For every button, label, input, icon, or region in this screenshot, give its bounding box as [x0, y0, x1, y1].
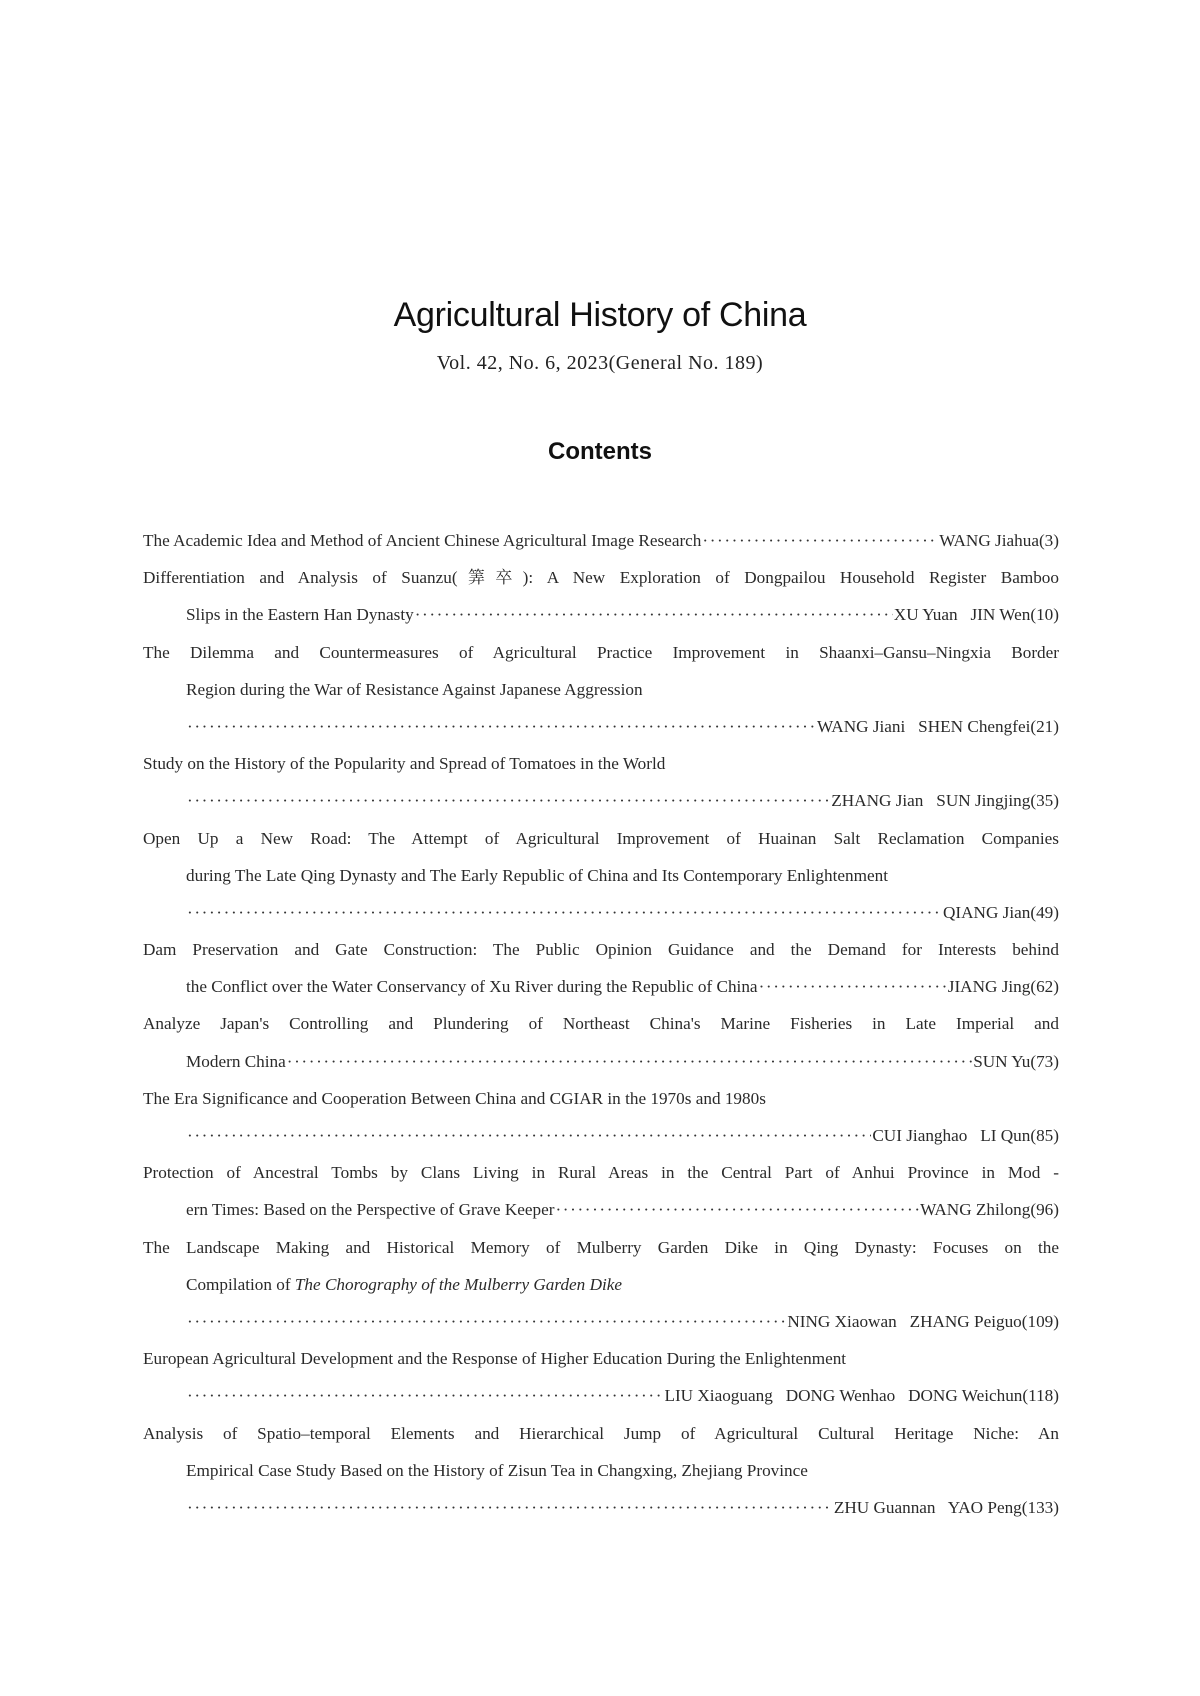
- entry-title-line: The Landscape Making and Historical Memory of Mulberry Garden Dike in Qing Dynasty: Focuses on the: [143, 1237, 1059, 1257]
- toc-entry[interactable]: [143, 559, 1059, 633]
- entry-authors: LIU Xiaoguang DONG Wenhao DONG Weichun: [664, 1386, 1023, 1406]
- entry-title-line: during The Late Qing Dynasty and The Early Republic of China and Its Contemporary Enlightenment: [186, 865, 888, 885]
- dot-leader: [415, 596, 893, 633]
- entry-title-line: [143, 671, 1059, 708]
- entry-title-line: Empirical Case Study Based on the History of Zisun Tea in Changxing, Zhejiang Province: [186, 1460, 808, 1480]
- entry-title-line: Study on the History of the Popularity and Spread of Tomatoes in the World: [143, 754, 666, 774]
- dot-leader: [759, 968, 947, 1005]
- toc-entry[interactable]: [143, 1229, 1059, 1341]
- entry-page-number: (10): [1030, 605, 1059, 625]
- entry-authors: WANG Jiahua: [939, 531, 1039, 550]
- entry-title-line: Analysis of Spatio–temporal Elements and Hierarchical Jump of Agricultural Cultural Heritage Niche: An: [143, 1423, 1059, 1443]
- entry-page-number: (35): [1030, 791, 1059, 811]
- entry-authors: XU Yuan JIN Wen: [893, 605, 1031, 625]
- entry-authors: WANG Zhilong: [920, 1200, 1031, 1220]
- issue-info: Vol. 42, No. 6, 2023(General No. 189): [436, 352, 764, 374]
- entry-title-line: Dam Preservation and Gate Construction: The Public Opinion Guidance and the Demand for Interests behind: [143, 940, 1059, 960]
- dot-leader: [187, 1377, 663, 1414]
- entry-page-number: (133): [1021, 1497, 1059, 1517]
- entry-authors: NING Xiaowan ZHANG Peiguo: [787, 1311, 1022, 1331]
- entry-title-italic: The Chorography of the Mulberry Garden Dike: [294, 1274, 623, 1294]
- entry-title-line: Differentiation and Analysis of Suanzu(筭卒): A New Exploration of Dongpailou Household Register Bamboo: [143, 568, 1059, 588]
- entry-title-line: The Dilemma and Countermeasures of Agricultural Practice Improvement in Shaanxi–Gansu–Ningxia Border: [143, 642, 1059, 662]
- entry-page-number: (49): [1030, 902, 1059, 922]
- entry-title-line: Open Up a New Road: The Attempt of Agricultural Improvement of Huainan Salt Reclamation Companies: [143, 828, 1059, 848]
- entry-title-prefix: Compilation of: [186, 1274, 295, 1294]
- toc-entry[interactable]: [143, 634, 1059, 746]
- journal-title: Agricultural History of China: [393, 296, 807, 334]
- entry-title-line: Slips in the Eastern Han Dynasty: [186, 605, 414, 625]
- toc-entry[interactable]: [143, 931, 1059, 1005]
- contents-heading: Contents: [548, 438, 652, 465]
- dot-leader: [187, 1117, 871, 1154]
- entry-page-number: (118): [1022, 1386, 1059, 1406]
- dot-leader: [187, 782, 830, 819]
- dot-leader: [187, 708, 816, 745]
- entry-page-number: (3): [1038, 531, 1059, 550]
- toc-entry[interactable]: [143, 1415, 1059, 1527]
- entry-title-line: Analyze Japan's Controlling and Plundering of Northeast China's Marine Fisheries in Late Imperial and: [143, 1014, 1059, 1034]
- entry-title-line: The Era Significance and Cooperation Between China and CGIAR in the 1970s and 1980s: [143, 1088, 766, 1108]
- entry-title-line: Modern China: [186, 1051, 286, 1071]
- entry-title-line: the Conflict over the Water Conservancy of Xu River during the Republic of China: [186, 977, 758, 997]
- toc-entry[interactable]: [143, 1080, 1059, 1154]
- entry-title-line: European Agricultural Development and the Response of Higher Education During the Enlightenment: [143, 1349, 847, 1369]
- toc-entry[interactable]: [143, 1005, 1059, 1079]
- entry-authors: ZHU Guannan YAO Peng: [833, 1497, 1022, 1517]
- entry-authors: WANG Jiani SHEN Chengfei: [816, 716, 1031, 736]
- entry-page-number: (21): [1030, 716, 1059, 736]
- dot-leader: [187, 1303, 786, 1340]
- entry-page-number: (62): [1030, 977, 1059, 997]
- table-of-contents: [143, 522, 1059, 1526]
- toc-entry[interactable]: [143, 1340, 1059, 1414]
- toc-entry[interactable]: [143, 745, 1059, 819]
- entry-page-number: (73): [1030, 1051, 1059, 1071]
- entry-authors: QIANG Jian: [943, 902, 1031, 922]
- entry-page-number: (109): [1021, 1311, 1059, 1331]
- entry-page-number: (96): [1030, 1200, 1059, 1220]
- dot-leader: [287, 1043, 972, 1080]
- entry-title-text: Region during the War of Resistance Against Japanese Aggression: [186, 679, 643, 699]
- entry-title-line: Protection of Ancestral Tombs by Clans Living in Rural Areas in the Central Part of Anhui Province in Mod -: [143, 1163, 1059, 1183]
- entry-title-line: [186, 1266, 622, 1303]
- dot-leader: [702, 522, 938, 559]
- entry-authors: ZHANG Jian SUN Jingjing: [831, 791, 1031, 811]
- dot-leader: [187, 894, 942, 931]
- entry-authors: CUI Jianghao LI Qun: [872, 1126, 1031, 1145]
- entry-title-line: ern Times: Based on the Perspective of Grave Keeper: [186, 1200, 555, 1220]
- toc-entry[interactable]: [143, 522, 1059, 559]
- dot-leader: [555, 1191, 919, 1228]
- dot-leader: [187, 1489, 833, 1526]
- entry-page-number: (85): [1030, 1126, 1059, 1145]
- entry-title-line: The Academic Idea and Method of Ancient Chinese Agricultural Image Research: [143, 531, 702, 550]
- toc-entry[interactable]: [143, 820, 1059, 932]
- toc-entry[interactable]: [143, 1154, 1059, 1228]
- entry-authors: JIANG Jing: [947, 977, 1031, 997]
- entry-authors: SUN Yu: [973, 1051, 1031, 1071]
